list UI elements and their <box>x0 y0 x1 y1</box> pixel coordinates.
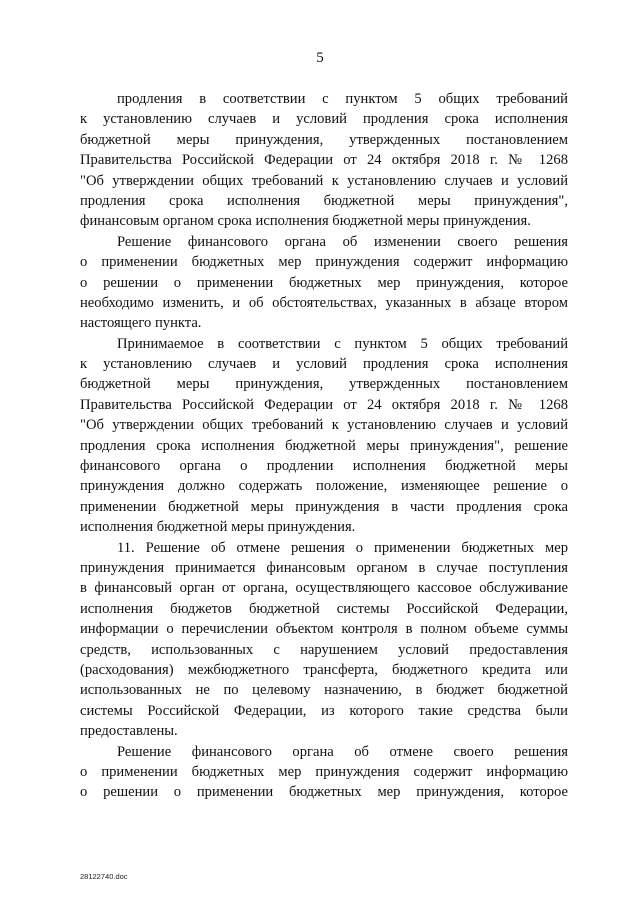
text-line: принуждения должно содержать положение, изменяющее решение о <box>80 478 568 495</box>
text-line: продления срока исполнения бюджетной меры принуждения", решение <box>80 437 568 454</box>
text-line: о применении бюджетных мер принуждения содержит информацию <box>80 763 568 780</box>
text-line: средств, использованных с нарушением условий предоставления <box>80 641 568 658</box>
text-line: продления срока исполнения бюджетной меры принуждения", <box>80 192 568 209</box>
text-line: Решение финансового органа об отмене своего решения <box>117 743 568 760</box>
text-line: продления в соответствии с пунктом 5 общих требований <box>117 91 568 107</box>
text-line: Правительства Российской Федерации от 24 октября 2018 г. № 1268 <box>80 396 568 413</box>
paragraph <box>80 538 568 742</box>
text-line: о решении о применении бюджетных мер принуждения, которое <box>80 784 568 801</box>
text-line: настоящего пункта. <box>80 315 202 332</box>
text-line: Принимаемое в соответствии с пунктом 5 общих требований <box>117 335 568 352</box>
text-line: (расходования) межбюджетного трансферта, бюджетного кредита или <box>80 661 568 678</box>
footer-file-name: 28122740.doc <box>80 872 128 881</box>
text-line: 11. Решение об отмене решения о применении бюджетных мер <box>117 539 568 556</box>
text-line: использованных не по целевому назначению, в бюджет бюджетной <box>80 682 568 699</box>
text-line: финансовым органом срока исполнения бюджетной меры принуждения. <box>80 213 531 230</box>
text-line: Решение финансового органа об изменении своего решения <box>117 233 568 250</box>
paragraph <box>80 232 568 334</box>
text-line: Правительства Российской Федерации от 24 октября 2018 г. № 1268 <box>80 152 568 169</box>
page-number: 5 <box>316 50 324 66</box>
text-line: информации о перечислении объектом контроля в полном объеме суммы <box>80 621 568 638</box>
text-line: предоставлены. <box>80 723 178 740</box>
text-line: о применении бюджетных мер принуждения содержит информацию <box>80 254 568 271</box>
text-line: "Об утверждении общих требований к установлению случаев и условий <box>80 417 568 434</box>
text-line: необходимо изменить, и об обстоятельствах, указанных в абзаце втором <box>80 294 568 311</box>
text-line: финансового органа о продлении исполнения бюджетной меры <box>80 458 568 475</box>
text-line: применении бюджетной меры принуждения в части продления срока <box>80 498 568 515</box>
text-line: о решении о применении бюджетных мер принуждения, которое <box>80 274 568 291</box>
text-line: исполнения бюджетной меры принуждения. <box>80 519 356 536</box>
text-line: бюджетной меры принуждения, утвержденных постановлением <box>80 376 568 393</box>
paragraph <box>80 334 568 538</box>
text-line: принуждения принимается финансовым органом в случае поступления <box>80 559 568 576</box>
text-line: к установлению случаев и условий продления срока исполнения <box>80 111 568 128</box>
text-line: "Об утверждении общих требований к установлению случаев и условий <box>80 172 568 189</box>
text-line: к установлению случаев и условий продления срока исполнения <box>80 356 568 373</box>
text-line: бюджетной меры принуждения, утвержденных постановлением <box>80 131 568 148</box>
paragraph <box>80 742 568 803</box>
document-body <box>80 89 568 803</box>
text-line: исполнения бюджетов бюджетной системы Российской Федерации, <box>80 600 568 617</box>
text-line: системы Российской Федерации, из которого такие средства были <box>80 702 568 719</box>
text-line: в финансовый орган от органа, осуществляющего кассовое обслуживание <box>80 580 568 597</box>
paragraph <box>80 89 568 232</box>
